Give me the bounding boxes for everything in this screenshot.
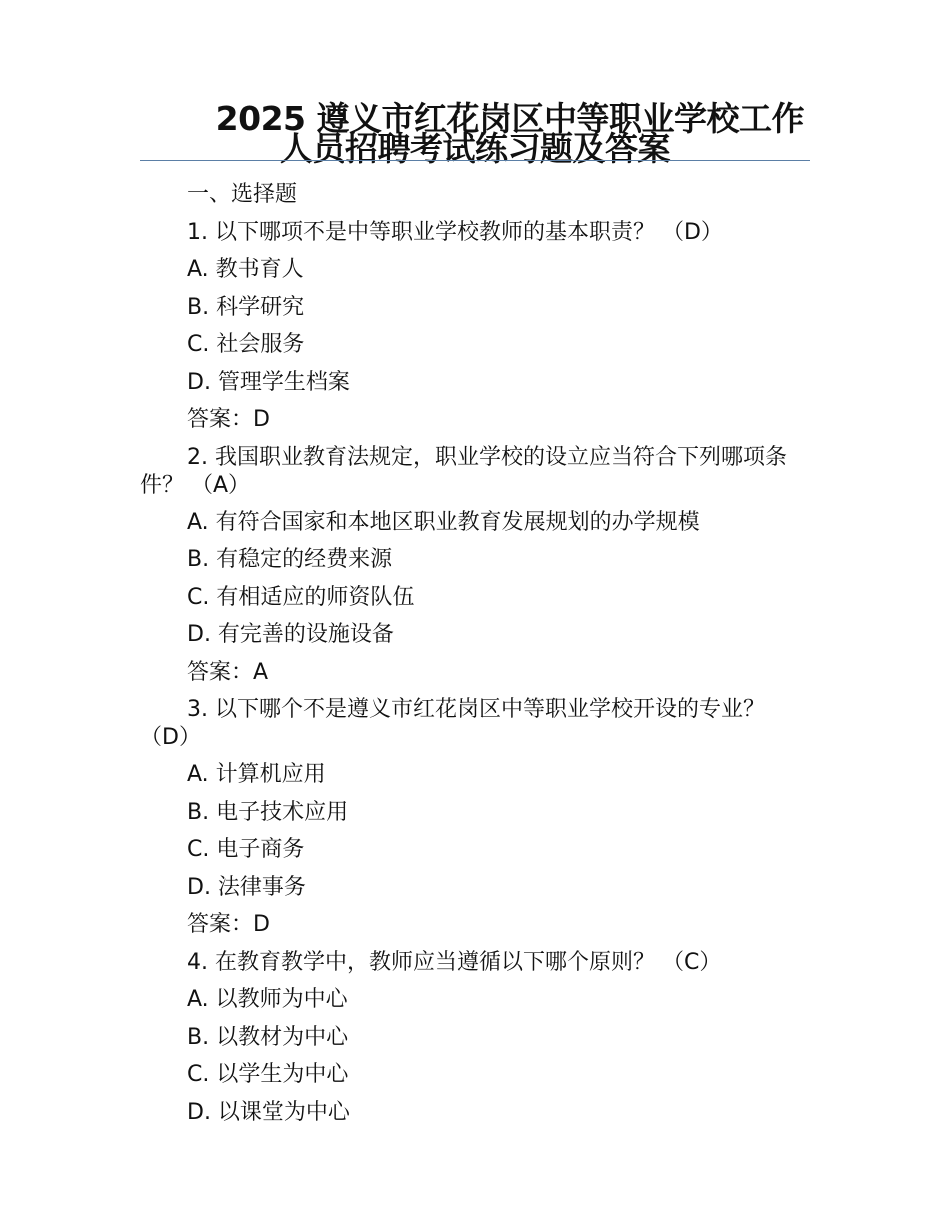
question-4-option-a: A. 以教师为中心	[187, 987, 348, 1012]
document-body	[140, 176, 810, 1131]
question-4: 4. 在教育教学中，教师应当遵循以下哪个原则？ （C）	[187, 949, 722, 975]
question-1-option-b: B. 科学研究	[187, 294, 305, 320]
question-3-option-c: C. 电子商务	[187, 837, 305, 862]
question-4-option-d: D. 以课堂为中心	[187, 1099, 350, 1125]
question-3-option-d: D. 法律事务	[187, 874, 306, 900]
question-4-option-c: C. 以学生为中心	[187, 1062, 349, 1087]
question-2-option-c: C. 有相适应的师资队伍	[187, 584, 415, 610]
question-2-option-b: B. 有稳定的经费来源	[187, 547, 393, 572]
question-3-option-a: A. 计算机应用	[187, 762, 326, 787]
question-2-option-d: D. 有完善的设施设备	[187, 622, 394, 647]
question-3-answer: 答案：D	[187, 912, 270, 937]
question-1: 1. 以下哪项不是中等职业学校教师的基本职责？ （D）	[187, 219, 723, 245]
question-2: 2. 我国职业教育法规定，职业学校的设立应当符合下列哪项条件？ （A）	[140, 444, 787, 498]
document-title-line-1: 2025 遵义市红花岗区中等职业学校工作	[215, 99, 804, 138]
question-1-answer: 答案：D	[187, 407, 270, 432]
document-title-line-2: 人员招聘考试练习题及答案	[280, 129, 670, 168]
question-2-answer: 答案：A	[187, 659, 269, 685]
question-3-option-b: B. 电子技术应用	[187, 799, 349, 825]
question-2-option-a: A. 有符合国家和本地区职业教育发展规划的办学规模	[187, 509, 700, 535]
question-1-option-d: D. 管理学生档案	[187, 369, 350, 395]
question-1-option-c: C. 社会服务	[187, 332, 305, 357]
title-divider	[140, 160, 810, 161]
document-title	[140, 99, 810, 168]
question-3: 3. 以下哪个不是遵义市红花岗区中等职业学校开设的专业？ （D）	[140, 697, 765, 750]
question-1-option-a: A. 教书育人	[187, 257, 304, 282]
section-heading: 一、选择题	[187, 182, 298, 207]
question-4-option-b: B. 以教材为中心	[187, 1024, 349, 1050]
